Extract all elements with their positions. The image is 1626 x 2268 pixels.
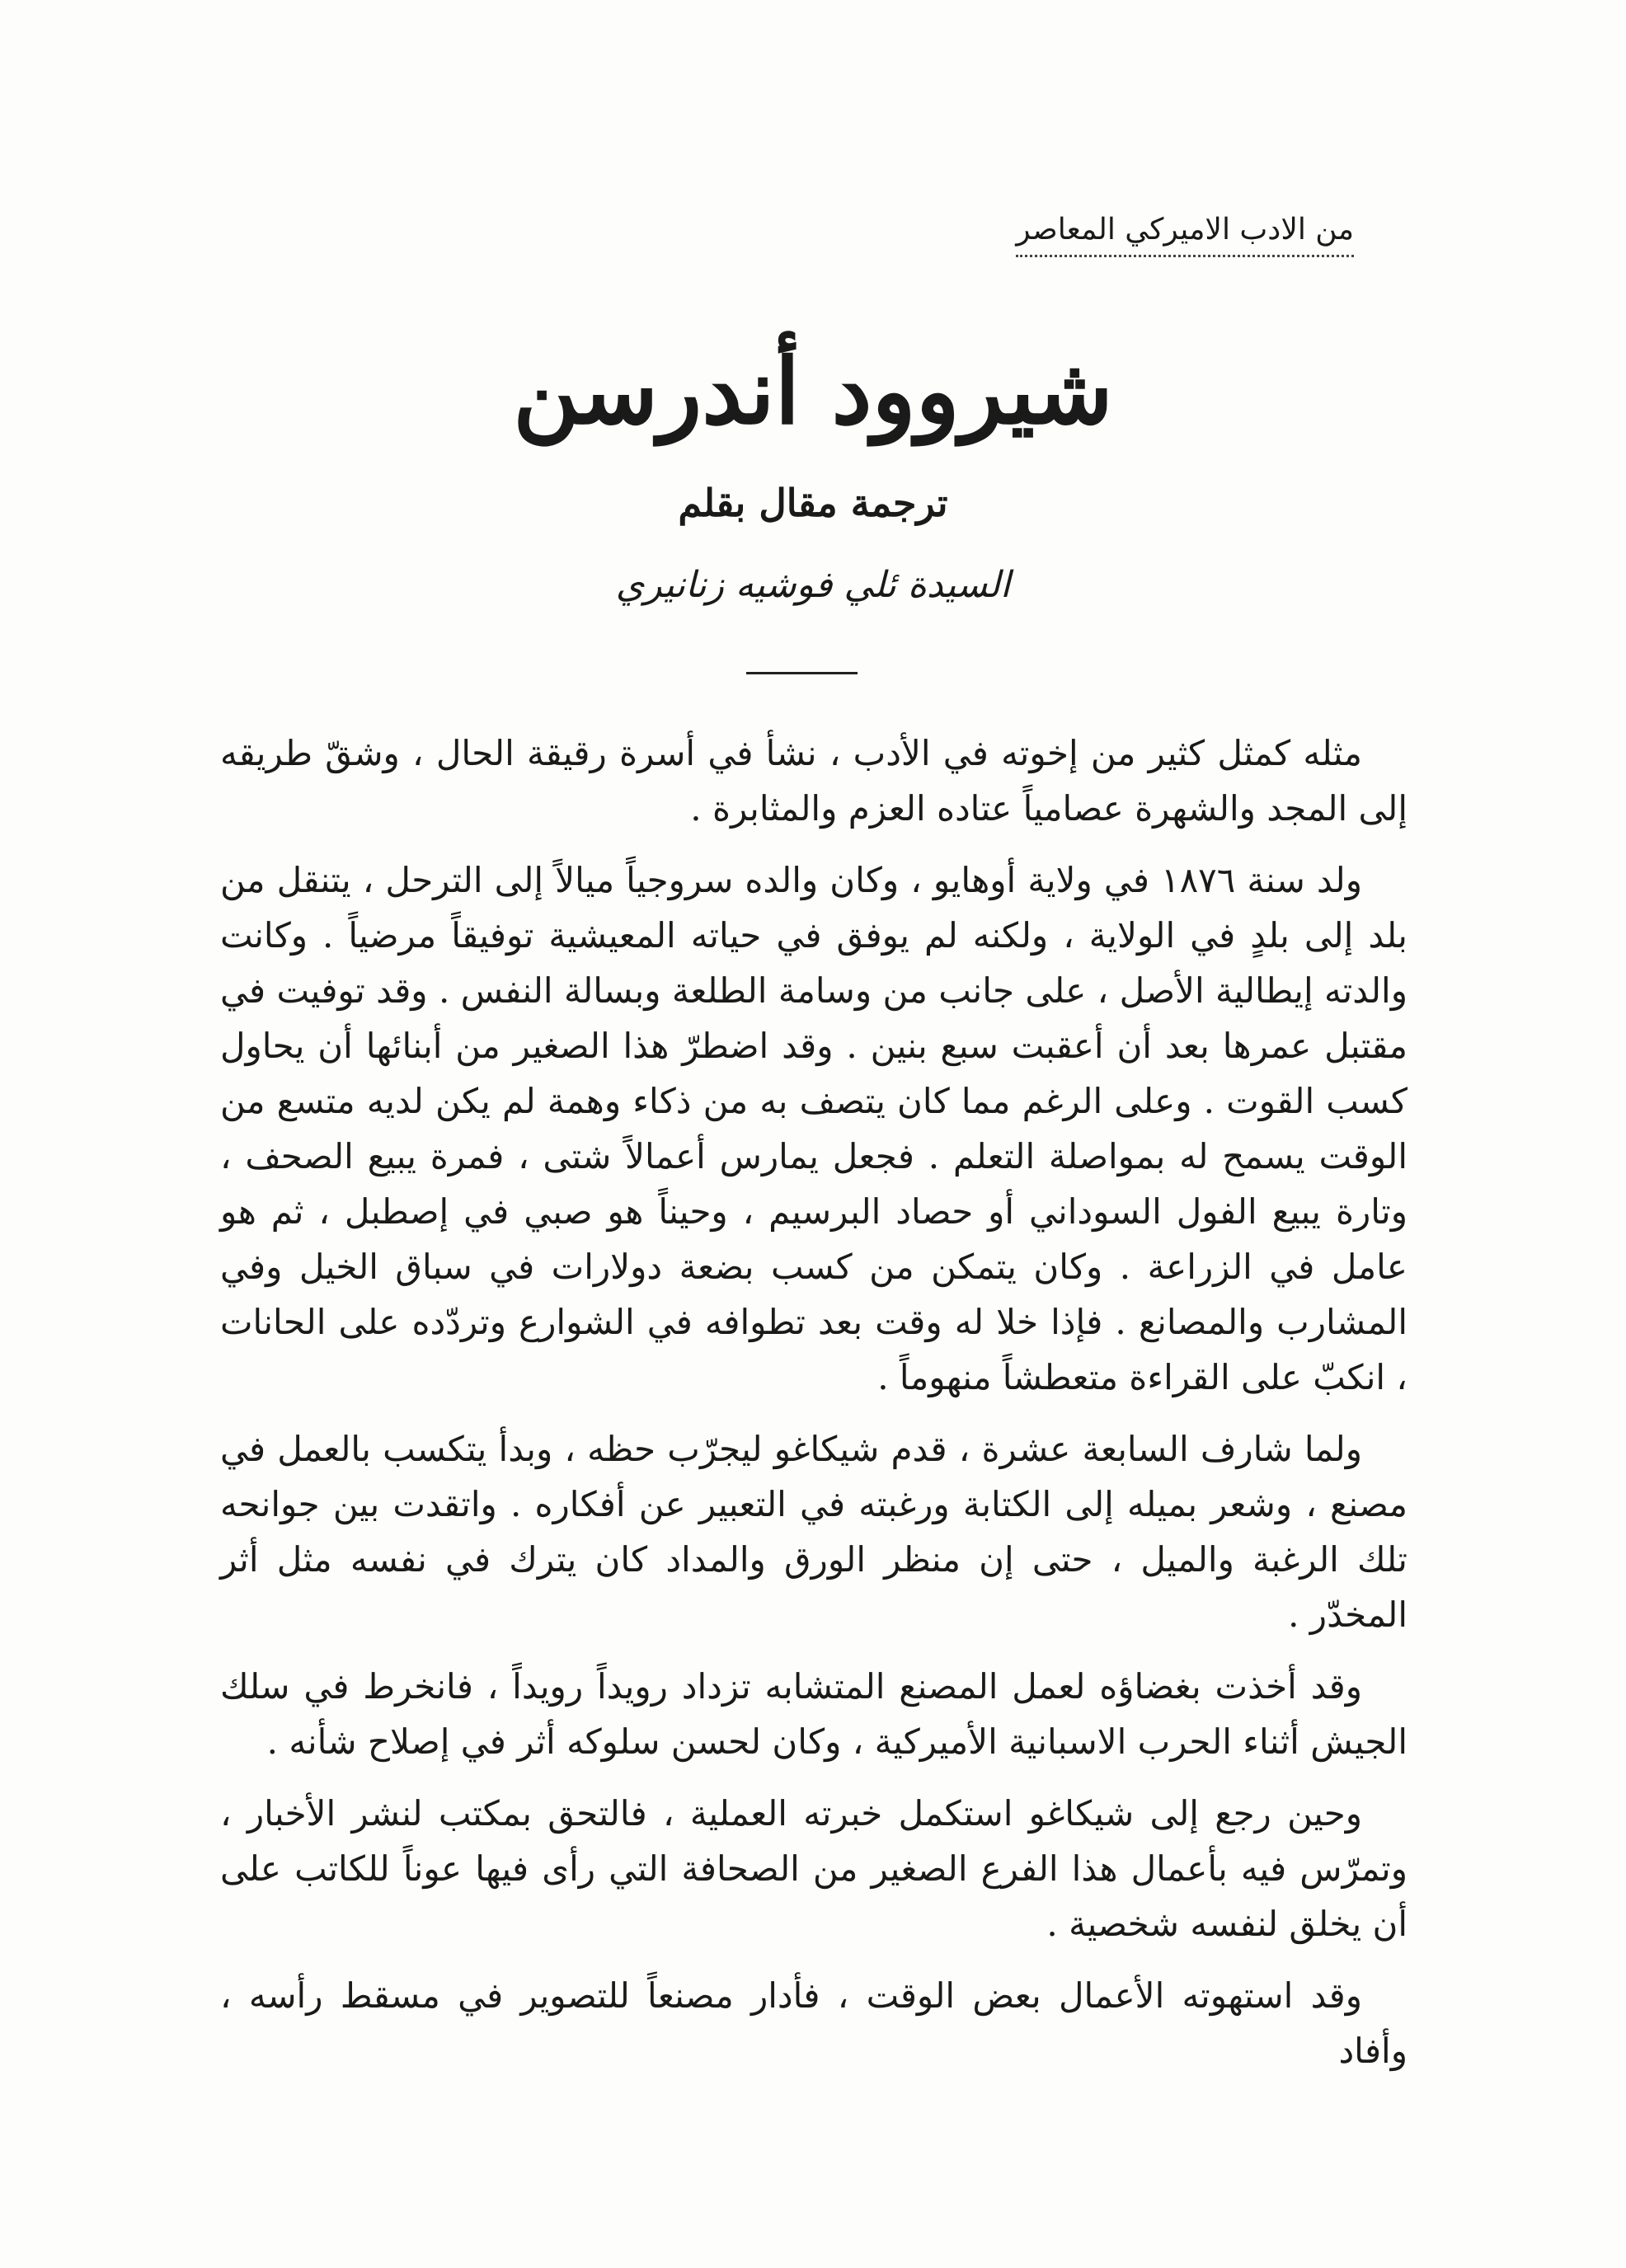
article-body (220, 725, 1407, 2095)
paragraph: ولما شارف السابعة عشرة ، قدم شيكاغو ليجرّب حظه ، وبدأ يتكسب بالعمل في مصنع ، وشعر بميله إلى الكتابة ورغبته في التعبير عن أفكاره . واتقدت بين جوانحه تلك الرغبة والميل ، حتى إن منظر الورق والمداد كان يترك في نفسه مثل أثر المخدّر . (220, 1429, 1407, 1635)
paragraph: وحين رجع إلى شيكاغو استكمل خبرته العملية ، فالتحق بمكتب لنشر الأخبار ، وتمرّس فيه بأعمال هذا الفرع الصغير من الصحافة التي رأى فيها عوناً للكاتب على أن يخلق لنفسه شخصية . (220, 1793, 1407, 1944)
paragraph: مثله كمثل كثير من إخوته في الأدب ، نشأ في أسرة رقيقة الحال ، وشقّ طريقه إلى المجد والشهرة عصامياً عتاده العزم والمثابرة . (220, 733, 1407, 829)
article-subtitle: ترجمة مقال بقلم (678, 481, 948, 525)
paragraph: ولد سنة ١٨٧٦ في ولاية أوهايو ، وكان والده سروجياً ميالاً إلى الترحل ، يتنقل من بلد إلى بلدٍ في الولاية ، ولكنه لم يوفق في حياته المعيشية توفيقاً مرضياً . وكانت والدته إيطالية الأصل ، على جانب من وسامة الطلعة وبسالة النفس . وقد توفيت في مقتبل عمرها بعد أن أعقبت سبع بنين . وقد اضطرّ هذا الصغير من أبنائها أن يحاول كسب القوت . وعلى الرغم مما كان يتصف به من ذكاء وهمة لم يكن لديه متسع من الوقت يسمح له بمواصلة التعلم . فجعل يمارس أعمالاً شتى ، فمرة يبيع الصحف ، وتارة يبيع الفول السوداني أو حصاد البرسيم ، وحيناً هو صبي في إصطبل ، ثم هو عامل في الزراعة . وكان يتمكن من كسب بضعة دولارات في سباق الخيل وفي المشارب والمصانع . فإذا خلا له وقت بعد تطوافه في الشوارع وتردّده على الحانات ، انكبّ على القراءة متعطشاً منهوماً . (220, 860, 1407, 1397)
section-label: من الادب الاميركي المعاصر (1016, 210, 1354, 257)
paragraph: وقد استهوته الأعمال بعض الوقت ، فأدار مصنعاً للتصوير في مسقط رأسه ، وأفاد (220, 1975, 1407, 2071)
article-title: شيروود أندرسن (513, 338, 1113, 444)
title-divider (746, 672, 858, 674)
paragraph: وقد أخذت بغضاؤه لعمل المصنع المتشابه تزداد رويداً رويداً ، فانخرط في سلك الجيش أثناء الحرب الاسبانية الأميركية ، وكان لحسن سلوكه أثر في إصلاح شأنه . (220, 1666, 1407, 1762)
article-author: السيدة ئلي فوشيه زنانيري (615, 564, 1011, 606)
